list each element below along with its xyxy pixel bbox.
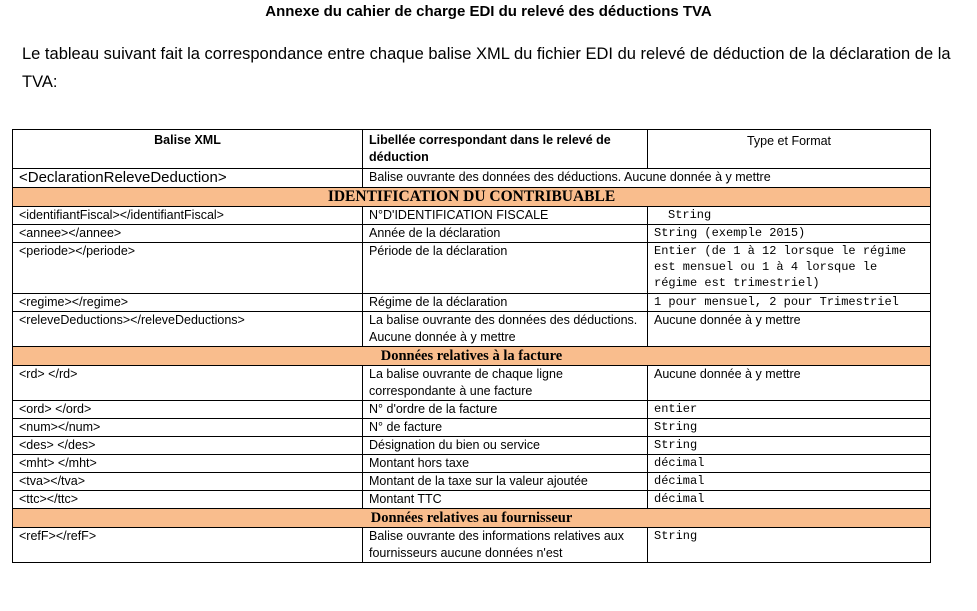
cell-type: String (exemple 2015) bbox=[648, 225, 931, 243]
cell-label: Régime de la déclaration bbox=[363, 294, 648, 312]
table-row bbox=[13, 169, 931, 188]
cell-tag: <refF></refF> bbox=[13, 528, 363, 563]
section-fournisseur: Données relatives au fournisseur bbox=[13, 509, 931, 528]
cell-type: Aucune donnée à y mettre bbox=[648, 312, 931, 347]
table-row bbox=[13, 294, 931, 312]
cell-label: Désignation du bien ou service bbox=[363, 437, 648, 455]
cell-label: Montant TTC bbox=[363, 491, 648, 509]
page-title: Annexe du cahier de charge EDI du relevé des déductions TVA bbox=[265, 3, 712, 20]
cell-type: String bbox=[648, 437, 931, 455]
table-row bbox=[13, 225, 931, 243]
cell-label: Montant de la taxe sur la valeur ajoutée bbox=[363, 473, 648, 491]
table-row bbox=[13, 455, 931, 473]
cell-type: décimal bbox=[648, 455, 931, 473]
section-facture: Données relatives à la facture bbox=[13, 347, 931, 366]
cell-type: 1 pour mensuel, 2 pour Trimestriel bbox=[648, 294, 931, 312]
cell-label: Balise ouvrante des informations relatives aux fournisseurs aucune données n'est bbox=[363, 528, 648, 563]
table-row bbox=[13, 243, 931, 294]
xml-mapping-table bbox=[12, 129, 931, 563]
section-row bbox=[13, 188, 931, 207]
cell-tag: <des> </des> bbox=[13, 437, 363, 455]
cell-tag: <regime></regime> bbox=[13, 294, 363, 312]
table-row bbox=[13, 473, 931, 491]
table-row bbox=[13, 366, 931, 401]
cell-type: String bbox=[648, 419, 931, 437]
cell-type: String bbox=[648, 528, 931, 563]
cell-label: Année de la déclaration bbox=[363, 225, 648, 243]
cell-tag: <releveDeductions></releveDeductions> bbox=[13, 312, 363, 347]
cell-label: N°D'IDENTIFICATION FISCALE bbox=[363, 207, 648, 225]
header-libelle: Libellée correspondant dans le relevé de déduction bbox=[363, 130, 648, 169]
cell-tag: <num></num> bbox=[13, 419, 363, 437]
cell-tag: <periode></periode> bbox=[13, 243, 363, 294]
cell-type: décimal bbox=[648, 491, 931, 509]
cell-tag: <DeclarationReleveDeduction> bbox=[13, 169, 363, 188]
cell-type: String bbox=[648, 207, 931, 225]
cell-type: Entier (de 1 à 12 lorsque le régime est mensuel ou 1 à 4 lorsque le régime est trimestriel) bbox=[648, 243, 931, 294]
section-row bbox=[13, 347, 931, 366]
table-row bbox=[13, 312, 931, 347]
table-row bbox=[13, 528, 931, 563]
section-row bbox=[13, 509, 931, 528]
header-balise: Balise XML bbox=[13, 130, 363, 169]
section-identification: IDENTIFICATION DU CONTRIBUABLE bbox=[13, 188, 931, 207]
cell-label: N° de facture bbox=[363, 419, 648, 437]
cell-tag: <identifiantFiscal></identifiantFiscal> bbox=[13, 207, 363, 225]
cell-label: Montant hors taxe bbox=[363, 455, 648, 473]
cell-label: La balise ouvrante des données des déductions. Aucune donnée à y mettre bbox=[363, 312, 648, 347]
table-row bbox=[13, 437, 931, 455]
cell-tag: <annee></annee> bbox=[13, 225, 363, 243]
cell-tag: <mht> </mht> bbox=[13, 455, 363, 473]
table-row bbox=[13, 419, 931, 437]
table-row bbox=[13, 491, 931, 509]
cell-label: La balise ouvrante de chaque ligne correspondante à une facture bbox=[363, 366, 648, 401]
intro-paragraph: Le tableau suivant fait la correspondance entre chaque balise XML du fichier EDI du relevé de déduction de la déclaration de la TVA: bbox=[22, 45, 951, 91]
cell-type: entier bbox=[648, 401, 931, 419]
cell-tag: <ttc></ttc> bbox=[13, 491, 363, 509]
cell-label: Période de la déclaration bbox=[363, 243, 648, 294]
table-row bbox=[13, 207, 931, 225]
cell-label: N° d'ordre de la facture bbox=[363, 401, 648, 419]
table-row bbox=[13, 401, 931, 419]
cell-type: décimal bbox=[648, 473, 931, 491]
cell-label: Balise ouvrante des données des déductions. Aucune donnée à y mettre bbox=[363, 169, 931, 188]
table-header-row bbox=[13, 130, 931, 169]
header-type: Type et Format bbox=[648, 130, 931, 169]
cell-type: Aucune donnée à y mettre bbox=[648, 366, 931, 401]
cell-tag: <tva></tva> bbox=[13, 473, 363, 491]
cell-tag: <rd> </rd> bbox=[13, 366, 363, 401]
cell-tag: <ord> </ord> bbox=[13, 401, 363, 419]
